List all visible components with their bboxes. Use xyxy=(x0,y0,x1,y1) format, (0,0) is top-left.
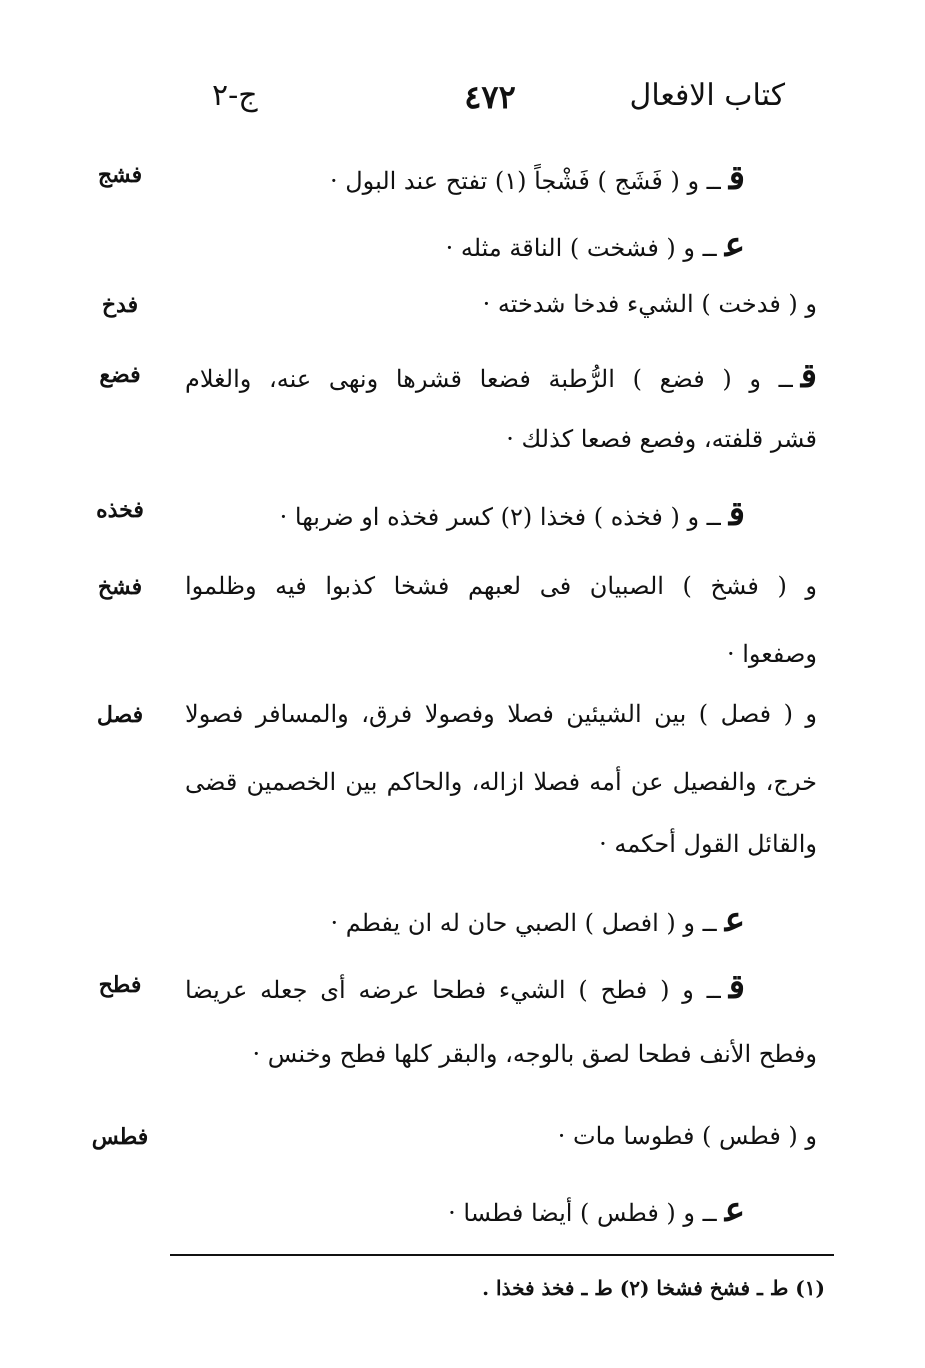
margin-headword: فدخ xyxy=(101,292,139,318)
entry-text: ــ و ( فخذه ) فخذا (٢) كسر فخذه او ضربها · xyxy=(279,503,721,531)
entry-line xyxy=(331,900,746,941)
margin-headword: فطح xyxy=(98,972,142,998)
entry-text: ــ و ( فطس ) أيضا فطسا · xyxy=(448,1199,717,1227)
entry-text: ــ و ( فشخت ) الناقة مثله · xyxy=(445,234,717,262)
entry-text: و ( فصل ) بين الشيئين فصلا وفصولا فرق، والمسافر فصولا xyxy=(185,700,817,728)
entry-line xyxy=(506,425,817,454)
entry-text: خرج، والفصيل عن أمه فصلا ازاله، والحاكم بين الخصمين قضى xyxy=(185,768,817,796)
entry-text: وفطح الأنف فطحا لصق بالوجه، والبقر كلها فطح وخنس · xyxy=(252,1040,817,1068)
margin-headword: فطس xyxy=(91,1124,149,1150)
page-number: ٤٧٢ xyxy=(464,78,516,116)
entry-text: ــ و ( فَشَج ) فَشْجاً (١) تفتح عند البول · xyxy=(329,167,721,195)
entry-line xyxy=(185,572,817,601)
entry-line xyxy=(185,356,817,397)
entry-text: و ( فدخت ) الشيء فدخا شدخته · xyxy=(482,290,817,318)
entry-line xyxy=(185,700,817,729)
entry-marker: ع xyxy=(724,225,745,265)
entry-marker: ق xyxy=(728,967,745,1007)
entry-text: ــ و ( افصل ) الصبي حان له ان يفطم · xyxy=(330,909,717,937)
volume-label: ج-٢ xyxy=(212,78,258,113)
entry-line xyxy=(448,1190,745,1231)
entry-line xyxy=(252,1040,817,1069)
entry-line xyxy=(483,290,817,319)
margin-headword: فشج xyxy=(97,162,143,188)
footnote: (١) ط ـ فشخ فشخا (٢) ط ـ فخذ فخذا . xyxy=(482,1276,825,1300)
entry-text: ــ و ( فضع ) الرُّطبة فضعا قشرها ونهى عنه، والغلام xyxy=(185,365,793,393)
entry-text: ــ و ( فطح ) الشيء فطحا عرضه أى جعله عريضا xyxy=(185,976,721,1004)
entry-line xyxy=(558,1122,817,1151)
entry-line xyxy=(185,967,745,1008)
margin-headword: فشخ xyxy=(97,574,143,600)
running-title: كتاب الافعال xyxy=(629,78,785,113)
entry-marker: ع xyxy=(724,1190,745,1230)
entry-line xyxy=(330,158,745,199)
entry-text: قشر قلفته، وفصع فصعا كذلك · xyxy=(506,425,817,453)
margin-headword: فصل xyxy=(96,702,144,728)
entry-line xyxy=(446,225,745,266)
entry-line xyxy=(599,830,817,859)
entry-line xyxy=(185,768,817,797)
margin-headword: فضع xyxy=(99,362,141,388)
entry-marker: ع xyxy=(724,900,745,940)
entry-text: و ( فشخ ) الصبيان فى لعبهم فشخا كذبوا فيه وظلموا xyxy=(185,572,817,600)
footnote-divider xyxy=(170,1254,834,1256)
entry-line xyxy=(280,494,745,535)
entry-text: و ( فطس ) فطوسا مات · xyxy=(557,1122,817,1150)
entry-marker: ق xyxy=(800,356,817,396)
entry-text: والقائل القول أحكمه · xyxy=(599,830,817,858)
margin-headword: فخذه xyxy=(96,497,144,523)
entry-marker: ق xyxy=(728,158,745,198)
entry-text: وصفعوا · xyxy=(726,640,817,668)
entry-marker: ق xyxy=(728,494,745,534)
entry-line xyxy=(727,640,817,669)
